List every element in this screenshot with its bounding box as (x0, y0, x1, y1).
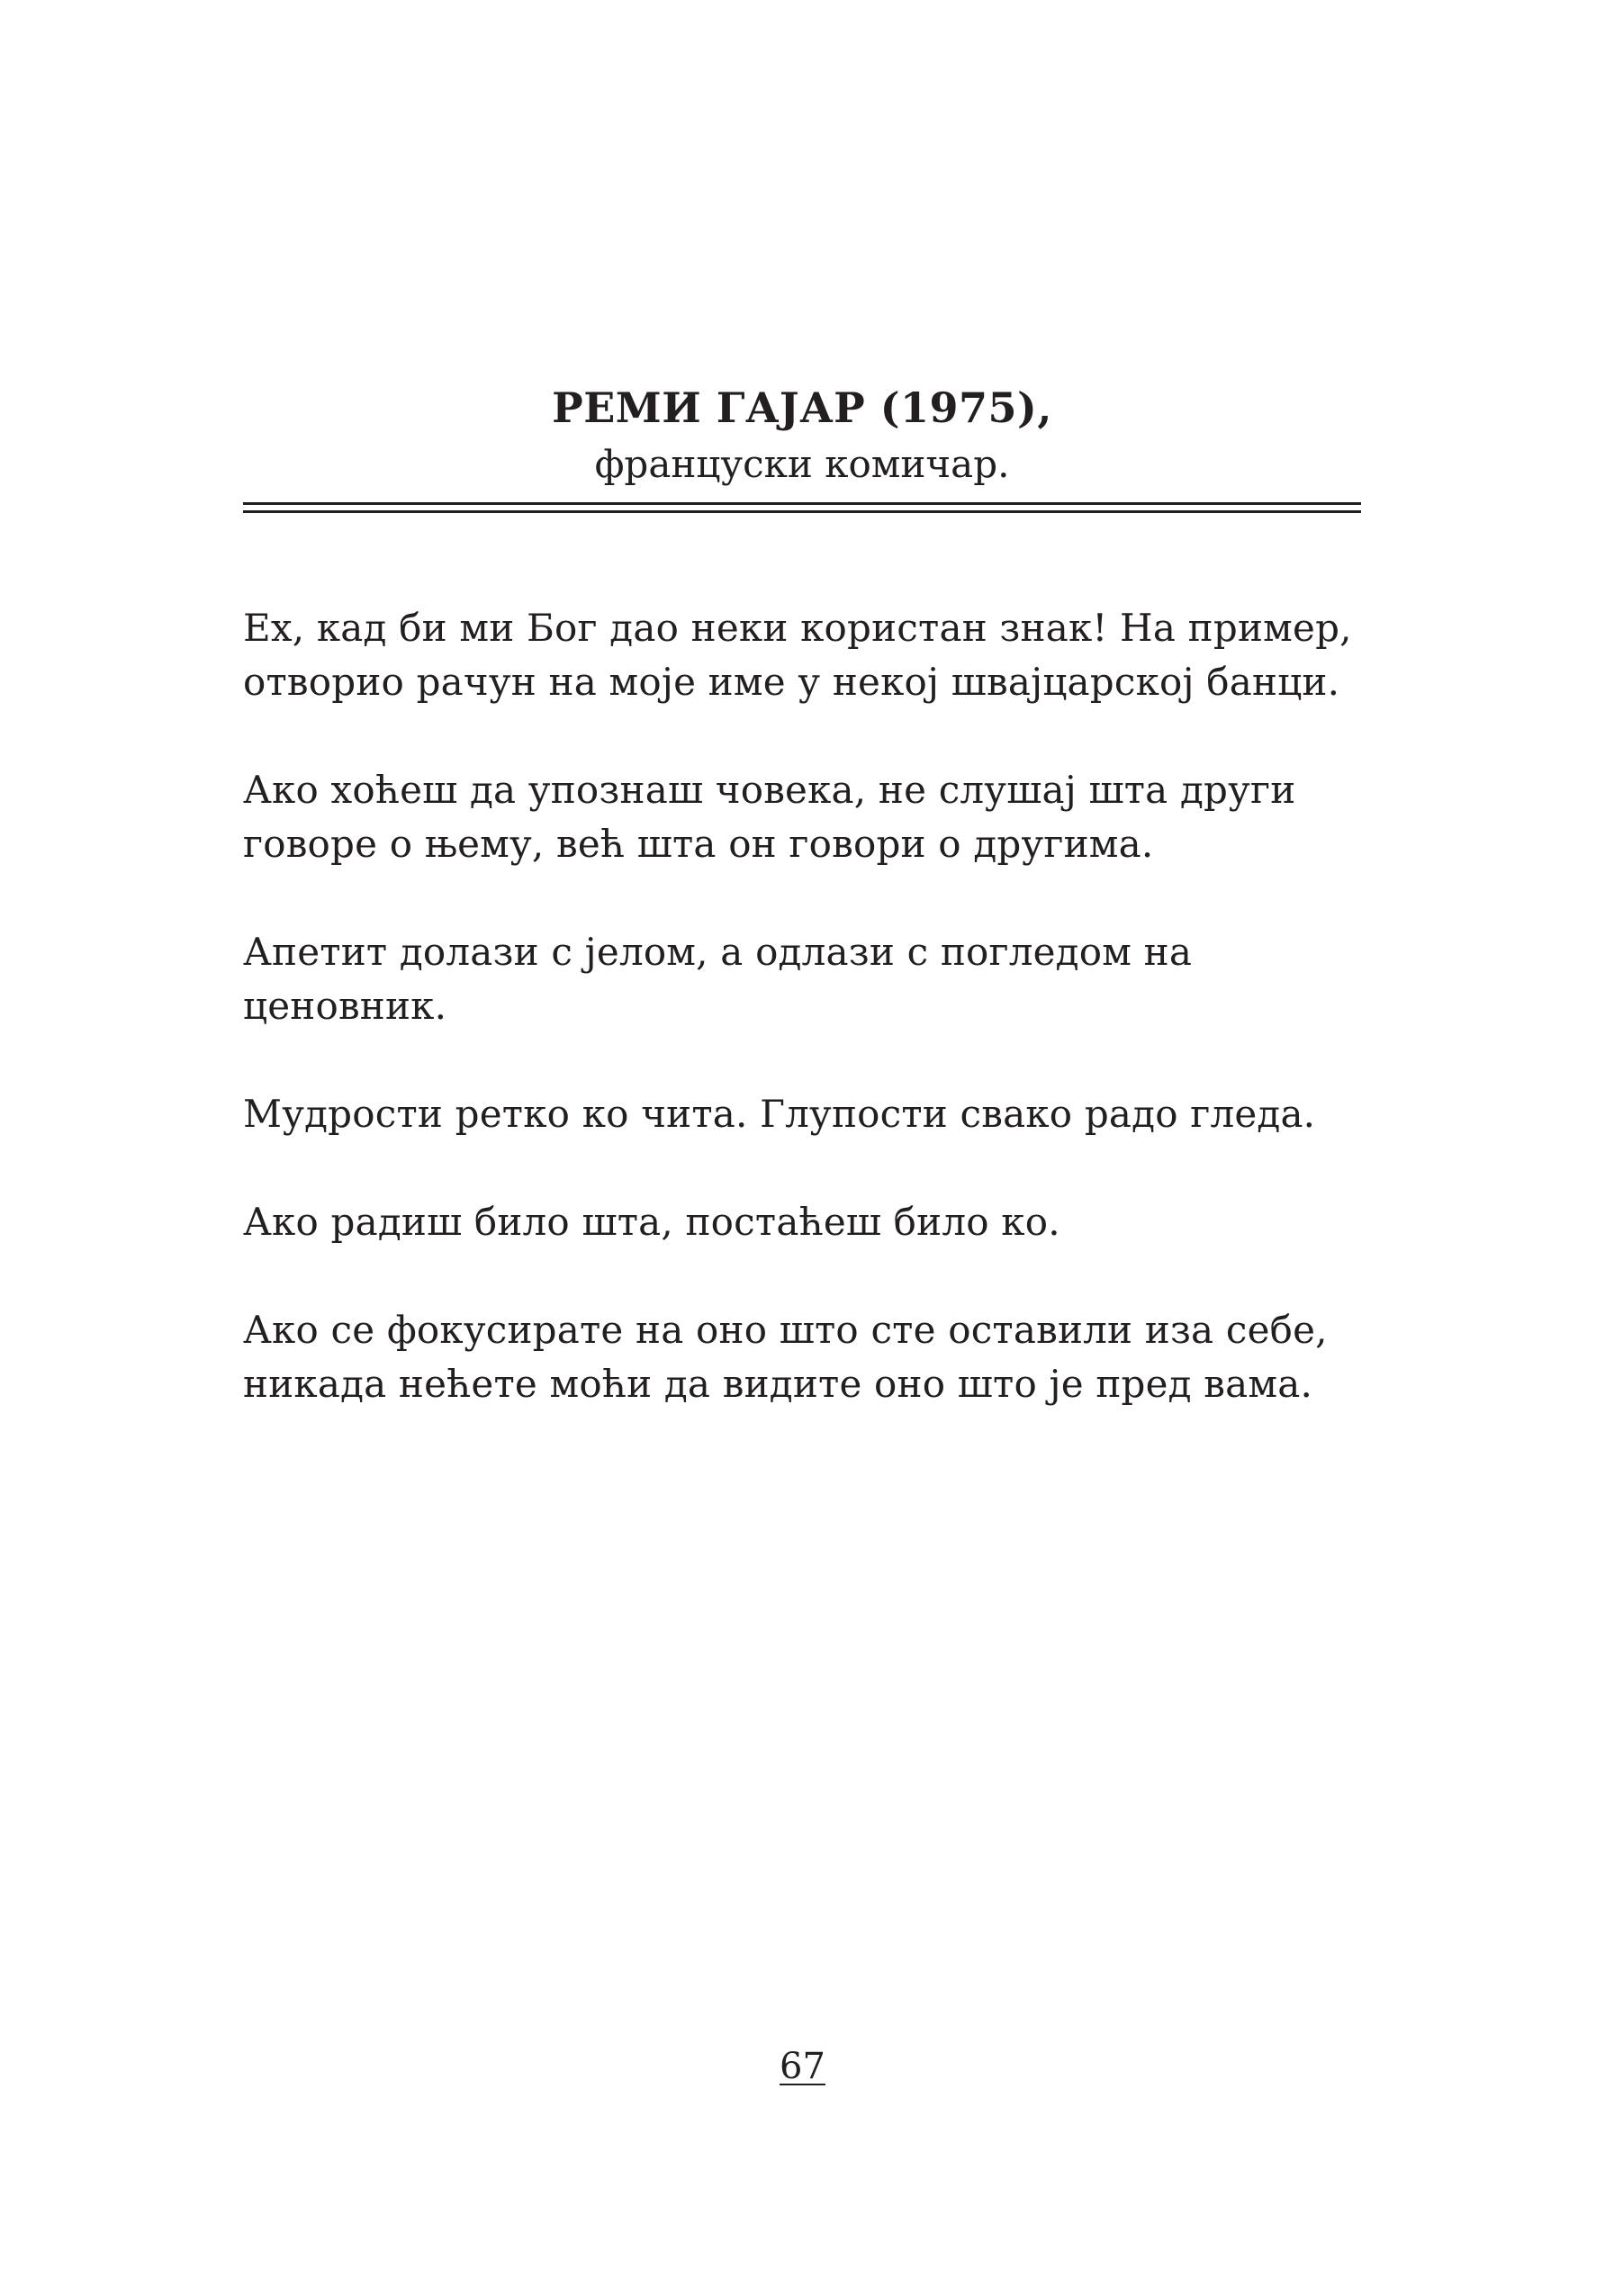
quote-6 (243, 1303, 1413, 1411)
author-description: француски комичар. (594, 442, 1010, 486)
quote-line: Ако се фокусирате на оно што сте оставили иза себе, (243, 1308, 1328, 1352)
quote-line: Апетит долази с јелом, а одлази с погледом на (243, 930, 1193, 974)
quote-line: Ех, кад би ми Бог дао неки користан знак! На пример, (243, 606, 1352, 650)
quotes-list (243, 601, 1413, 1465)
chapter-header (243, 378, 1361, 491)
page-number-text: 67 (780, 2046, 825, 2087)
quote-5 (243, 1195, 1413, 1249)
quote-3 (243, 925, 1413, 1033)
header-divider (243, 502, 1361, 511)
quote-1 (243, 601, 1413, 709)
quote-line: Ако радиш било шта, постаћеш било ко. (243, 1200, 1060, 1244)
author-title: РЕМИ ГАЈАР (1975), (552, 383, 1052, 432)
quote-line: Мудрости ретко ко чита. Глупости свако радо гледа. (243, 1092, 1316, 1136)
quote-line: ценовник. (243, 984, 447, 1028)
quote-line: говоре о њему, већ шта он говори о другима. (243, 822, 1154, 866)
divider-line-top (243, 502, 1361, 505)
quote-line: никада нећете моћи да видите оно што је пред вама. (243, 1362, 1313, 1406)
quote-4 (243, 1087, 1413, 1141)
quote-line: отворио рачун на моје име у некој швајцарској банци. (243, 660, 1340, 704)
quote-2 (243, 763, 1413, 871)
divider-line-bottom (243, 510, 1361, 513)
quote-line: Ако хоћеш да упознаш човека, не слушај шта други (243, 768, 1296, 812)
page-number (0, 2041, 1605, 2092)
